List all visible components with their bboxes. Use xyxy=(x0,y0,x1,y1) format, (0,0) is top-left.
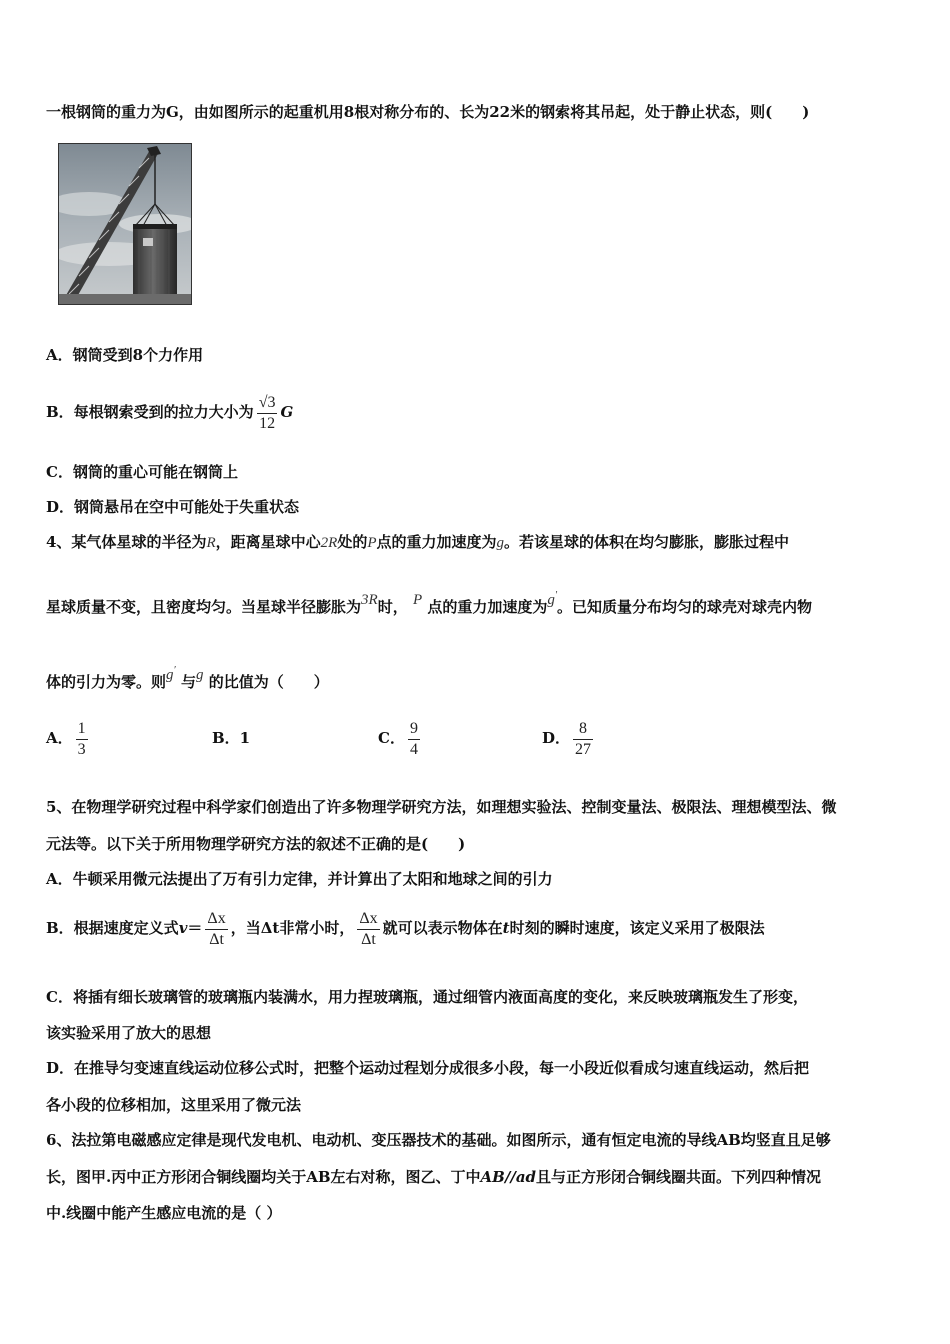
q5-option-b: B．根据速度定义式v＝ $\frac{\Delta x}{\Delta t}$ ，当Δt非常小时， $\frac{\Delta x}{\Delta t}$ 就可以表示物体在t时刻的瞬时速度，该定义采用了极限法 xyxy=(46,909,765,948)
delta-x-over-delta-t: $\frac{\Delta x}{\Delta t}$ xyxy=(207,909,226,948)
q4-option-b: B．1 xyxy=(212,729,251,747)
option-b: B．每根钢索受到的拉力大小为 $\frac{√3}{12}$ G xyxy=(46,393,294,432)
q5-option-d-line-2: 各小段的位移相加，这里采用了微元法 xyxy=(46,1096,302,1114)
q5-line-2: 元法等。以下关于所用物理学研究方法的叙述不正确的是( ) xyxy=(46,835,466,853)
q5-option-c-line-1: C．将插有细长玻璃管的玻璃瓶内装满水，用力捏玻璃瓶，通过细管内液面高度的变化，来反映玻璃瓶发生了形变， xyxy=(46,988,808,1006)
q5-option-d-line-1: D．在推导匀变速直线运动位移公式时，把整个运动过程划分成很多小段，每一小段近似看成匀速直线运动，然后把 xyxy=(46,1059,810,1077)
option-d: D．钢筒悬吊在空中可能处于失重状态 xyxy=(46,498,300,516)
delta-x-over-delta-t-2: $\frac{\Delta x}{\Delta t}$ xyxy=(359,909,378,948)
q4-option-a: A． $\frac{1}{3}$ xyxy=(46,719,86,758)
crane-photo xyxy=(58,143,192,305)
q6-line-3: 中.线圈中能产生感应电流的是（ ） xyxy=(46,1204,282,1222)
option-a: A．钢筒受到8个力作用 xyxy=(46,346,204,364)
q4-line-1: 4、某气体星球的半径为R，距离星球中心2R处的P点的重力加速度为g。若该星球的体积在均匀膨胀，膨胀过程中 xyxy=(46,533,790,551)
question-stem: 一根钢筒的重力为G，由如图所示的起重机用8根对称分布的、长为22米的钢索将其吊起，处于静止状态，则( ) xyxy=(46,103,810,121)
q4-line-2: 星球质量不变，且密度均匀。当星球半径膨胀为3R时， P 点的重力加速度为g′。已知质量分布均匀的球壳对球壳内物 xyxy=(46,590,813,616)
option-c: C．钢筒的重心可能在钢筒上 xyxy=(46,463,238,481)
q4-option-c: C． $\frac{9}{4}$ xyxy=(378,719,418,758)
q5-option-a: A．牛顿采用微元法提出了万有引力定律，并计算出了太阳和地球之间的引力 xyxy=(46,870,553,888)
sqrt3-over-12-fraction: $\frac{√3}{12}$ xyxy=(258,393,276,432)
q5-line-1: 5、在物理学研究过程中科学家们创造出了许多物理学研究方法，如理想实验法、控制变量法、极限法、理想模型法、微 xyxy=(46,798,837,816)
q6-line-1: 6、法拉第电磁感应定律是现代发电机、电动机、变压器技术的基础。如图所示，通有恒定电流的导线AB均竖直且足够 xyxy=(46,1131,831,1149)
q5-option-c-line-2: 该实验采用了放大的思想 xyxy=(46,1024,212,1042)
q4-option-d: D． $\frac{8}{27}$ xyxy=(542,719,592,758)
q4-line-3: 体的引力为零。则g′ 与g 的比值为（ ） xyxy=(46,665,329,691)
crane-lifting-steel-cylinder-image xyxy=(59,144,191,304)
q6-line-2: 长，图甲.丙中正方形闭合铜线圈均关于AB左右对称，图乙、丁中AB//ad且与正方形闭合铜线圈共面。下列四种情况 xyxy=(46,1168,822,1186)
